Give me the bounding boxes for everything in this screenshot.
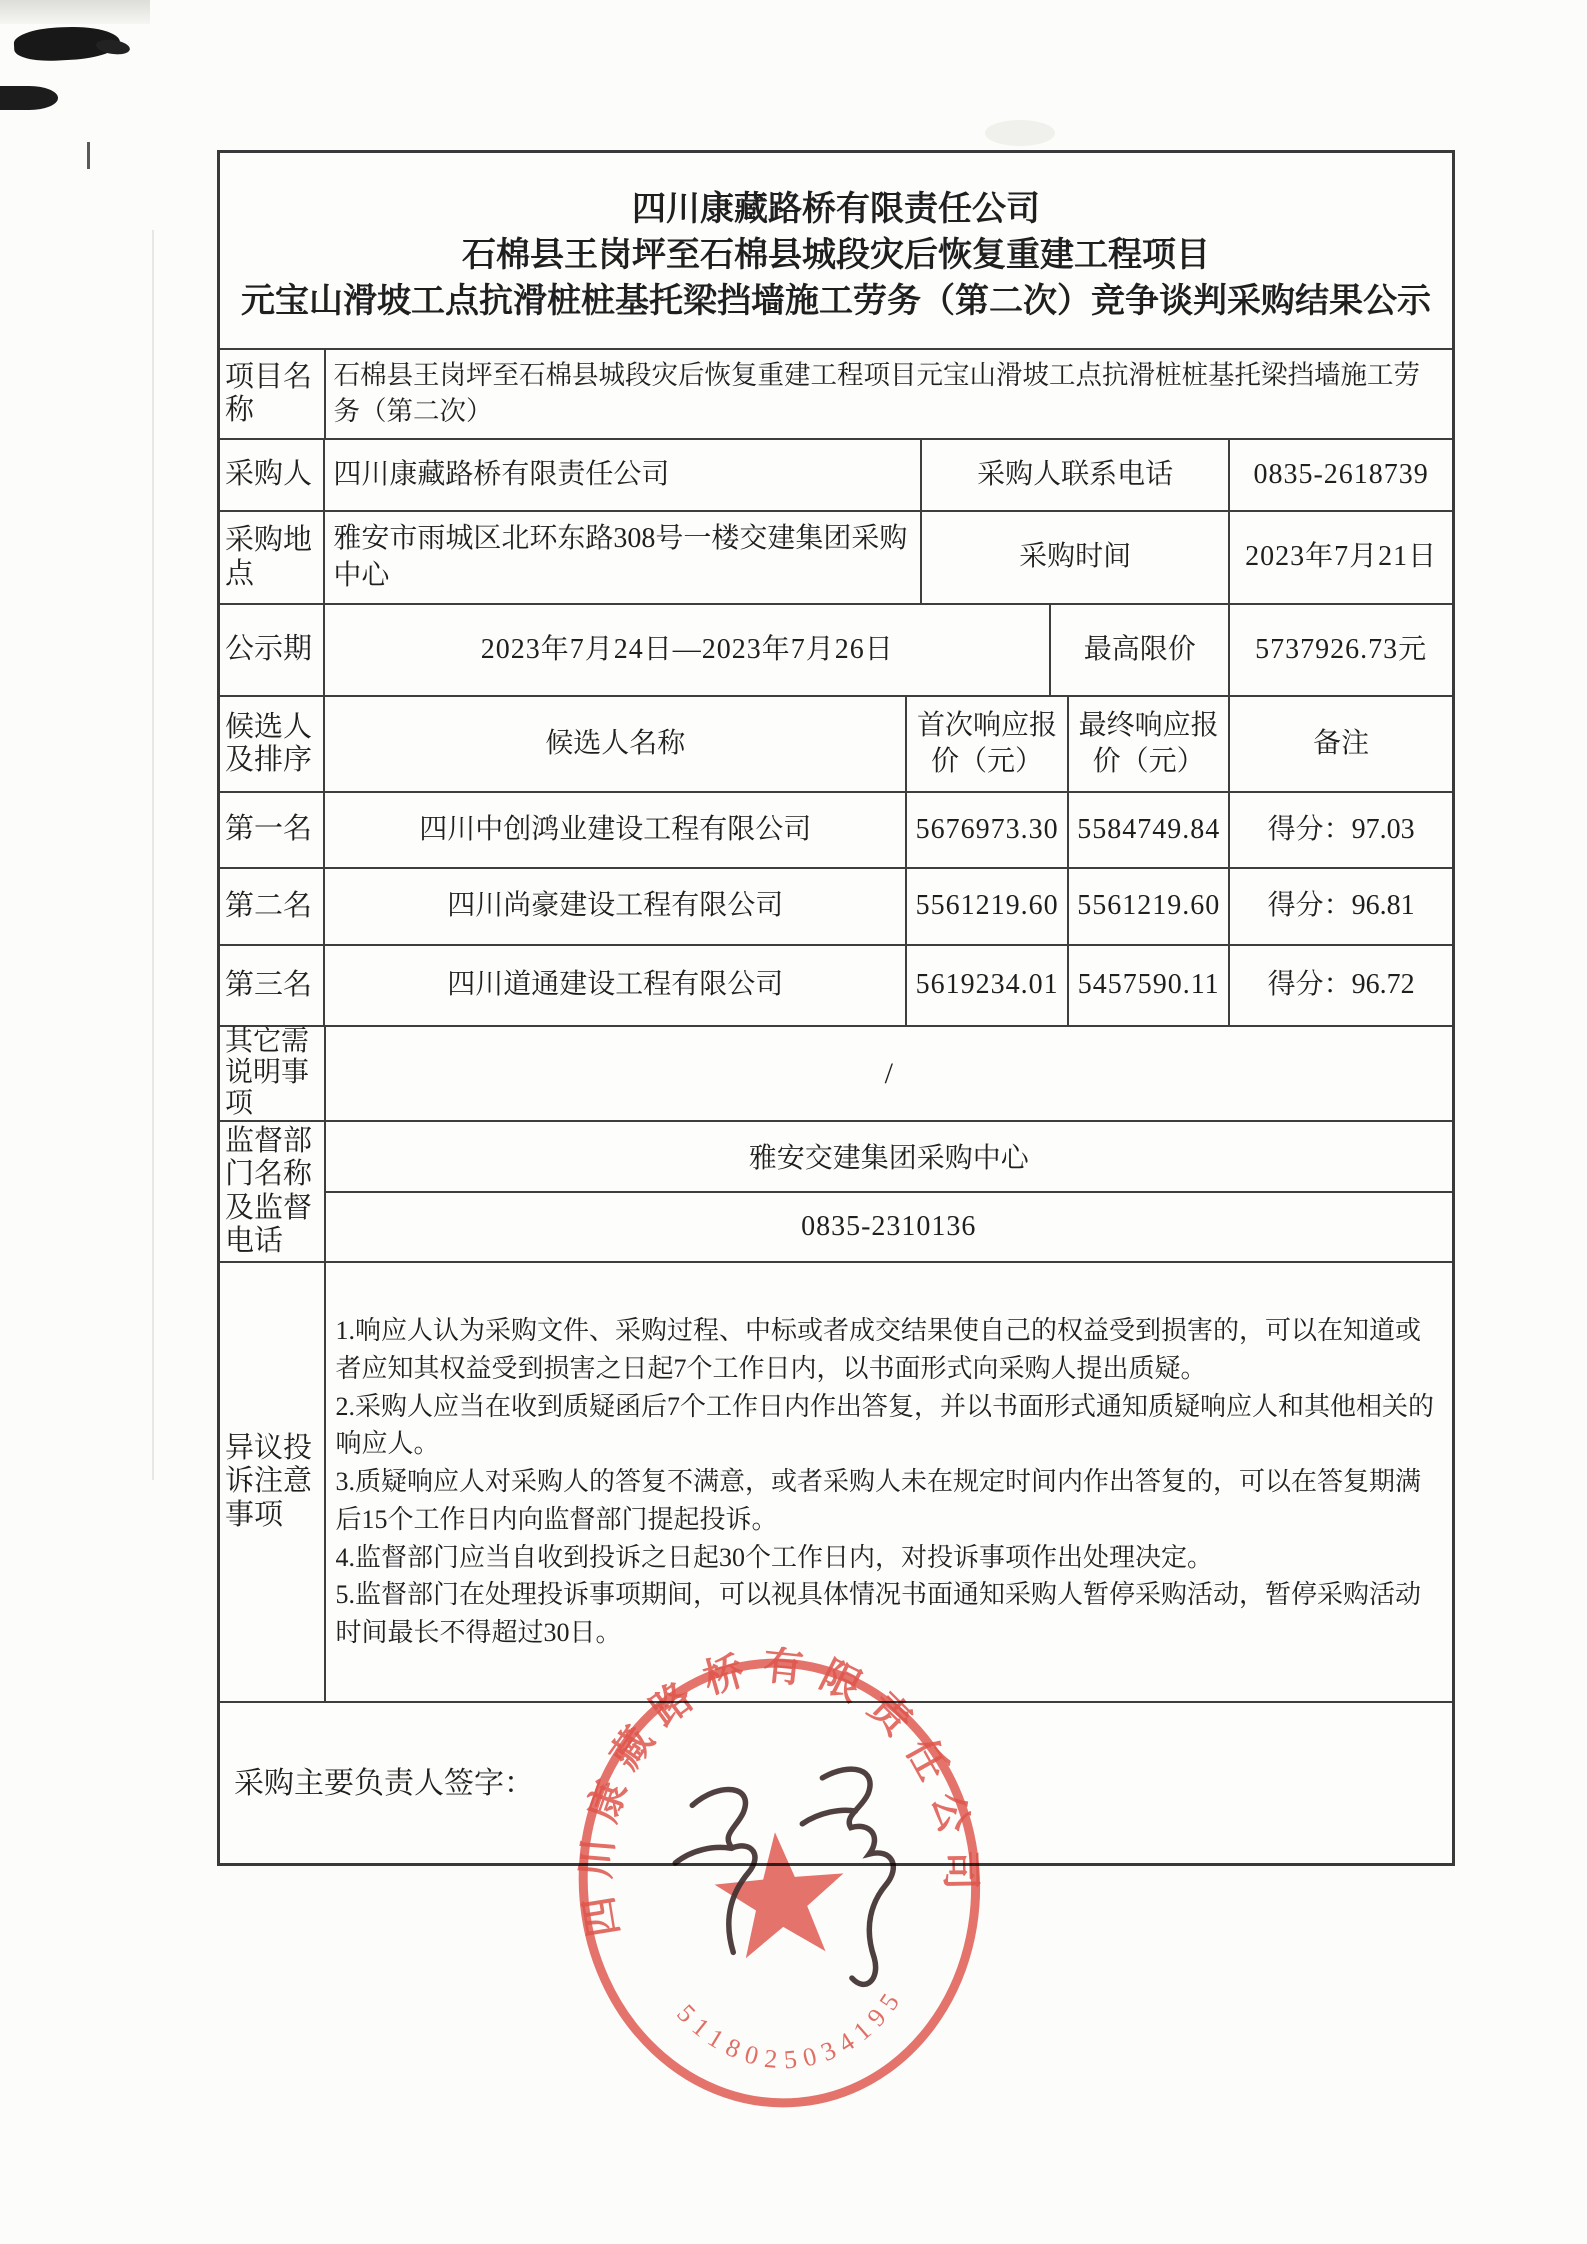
title-line-announcement: 元宝山滑坡工点抗滑桩桩基托梁挡墙施工劳务（第二次）竞争谈判采购结果公示	[241, 283, 1431, 320]
company-seal	[530, 1629, 1030, 2151]
candidate-remark: 得分：96.72	[1228, 946, 1452, 1025]
supervision-label: 监督部门名称及监督电话	[225, 1124, 313, 1257]
objection-item: 2.采购人应当在收到质疑函后7个工作日内作出答复，并以书面形式通知质疑响应人和其他相关的响应人。	[335, 1391, 1435, 1459]
candidates-final-offer-header: 最终响应报价（元）	[1067, 697, 1228, 791]
title-line-project: 石棉县王岗坪至石棉县城段灾后恢复重建工程项目	[462, 237, 1210, 274]
objection-item: 5.监督部门在处理投诉事项期间，可以视具体情况书面通知采购人暂停采购活动，暂停采购活动时间最长不得超过30日。	[335, 1580, 1422, 1647]
max-price-label: 最高限价	[1049, 605, 1228, 695]
period-value: 2023年7月24日—2023年7月26日	[323, 605, 1049, 695]
candidate-final-offer: 5561219.60	[1067, 869, 1228, 944]
row-supervision	[220, 1120, 1452, 1261]
purchaser-phone-label: 采购人联系电话	[920, 440, 1228, 510]
project-name-label: 项目名称	[225, 360, 313, 426]
row-project-name	[220, 348, 1452, 438]
candidate-remark: 得分：96.81	[1228, 869, 1452, 944]
seal-company-text: 四川康藏路桥有限责任公司	[573, 1642, 984, 1940]
scan-artifact	[0, 0, 150, 24]
candidate-remark: 得分：97.03	[1228, 793, 1452, 867]
candidate-final-offer: 5457590.11	[1067, 946, 1228, 1025]
project-name-value: 石棉县王岗坪至石棉县城段灾后恢复重建工程项目元宝山滑坡工点抗滑桩桩基托梁挡墙施工劳务（第二次）	[324, 350, 1452, 438]
candidates-name-header: 候选人名称	[323, 697, 905, 791]
other-notes-value: /	[324, 1027, 1452, 1120]
candidate-rank: 第一名	[225, 813, 313, 846]
candidates-remark-header: 备注	[1228, 697, 1452, 791]
objection-text	[324, 1263, 1452, 1701]
candidate-name: 四川中创鸿业建设工程有限公司	[323, 793, 905, 867]
supervision-phone: 0835-2310136	[326, 1191, 1452, 1262]
row-publicity-period	[220, 603, 1452, 695]
objection-item: 1.响应人认为采购文件、采购过程、中标或者成交结果使自己的权益受到损害的，可以在知道或者应知其权益受到损害之日起7个工作日内，以书面形式向采购人提出质疑。	[335, 1316, 1422, 1384]
candidate-name: 四川尚豪建设工程有限公司	[323, 869, 905, 944]
objection-label: 异议投诉注意事项	[225, 1431, 313, 1531]
objection-item: 3.质疑响应人对采购人的答复不满意，或者采购人未在规定时间内作出答复的，可以在答复期满后15个工作日内向监督部门提起投诉。	[335, 1467, 1422, 1534]
scan-artifact	[87, 142, 90, 169]
document-title	[220, 153, 1452, 348]
location-label: 采购地点	[225, 524, 313, 590]
purchase-time-label: 采购时间	[920, 512, 1228, 603]
purchaser-label: 采购人	[225, 458, 313, 491]
purchaser-phone-value: 0835-2618739	[1228, 440, 1452, 510]
candidate-row-2	[220, 867, 1452, 944]
candidate-final-offer: 5584749.84	[1067, 793, 1228, 867]
scan-artifact	[0, 86, 58, 110]
supervision-values	[324, 1122, 1452, 1261]
candidate-row-1	[220, 791, 1452, 867]
max-price-value: 5737926.73元	[1228, 605, 1452, 695]
scan-artifact	[152, 230, 154, 1480]
scan-artifact	[985, 120, 1055, 146]
location-value: 雅安市雨城区北环东路308号一楼交建集团采购中心	[323, 512, 920, 603]
row-location	[220, 510, 1452, 603]
candidate-name: 四川道通建设工程有限公司	[323, 946, 905, 1025]
row-other-notes	[220, 1025, 1452, 1120]
purchase-time-value: 2023年7月21日	[1228, 512, 1452, 603]
supervision-name: 雅安交建集团采购中心	[748, 1143, 1029, 1175]
candidates-rank-header: 候选人及排序	[225, 710, 313, 776]
row-objection-notes	[220, 1261, 1452, 1701]
candidates-header-row	[220, 695, 1452, 791]
other-notes-label: 其它需说明事项	[225, 1026, 310, 1119]
purchaser-value: 四川康藏路桥有限责任公司	[323, 440, 920, 510]
candidate-rank: 第三名	[225, 968, 313, 1001]
seal-number-text: 5118025034195	[671, 1981, 910, 2075]
announcement-table	[217, 150, 1455, 1866]
period-label: 公示期	[225, 633, 313, 666]
candidate-row-3	[220, 944, 1452, 1025]
candidate-first-offer: 5561219.60	[905, 869, 1067, 944]
row-purchaser	[220, 438, 1452, 510]
objection-item: 4.监督部门应当自收到投诉之日起30个工作日内，对投诉事项作出处理决定。	[335, 1542, 1214, 1572]
candidates-first-offer-header: 首次响应报价（元）	[905, 697, 1067, 791]
candidate-first-offer: 5676973.30	[905, 793, 1067, 867]
title-line-company: 四川康藏路桥有限责任公司	[632, 191, 1040, 228]
candidate-rank: 第二名	[225, 889, 313, 922]
signature-label: 采购主要负责人签字：	[234, 1766, 534, 1800]
candidate-first-offer: 5619234.01	[905, 946, 1067, 1025]
